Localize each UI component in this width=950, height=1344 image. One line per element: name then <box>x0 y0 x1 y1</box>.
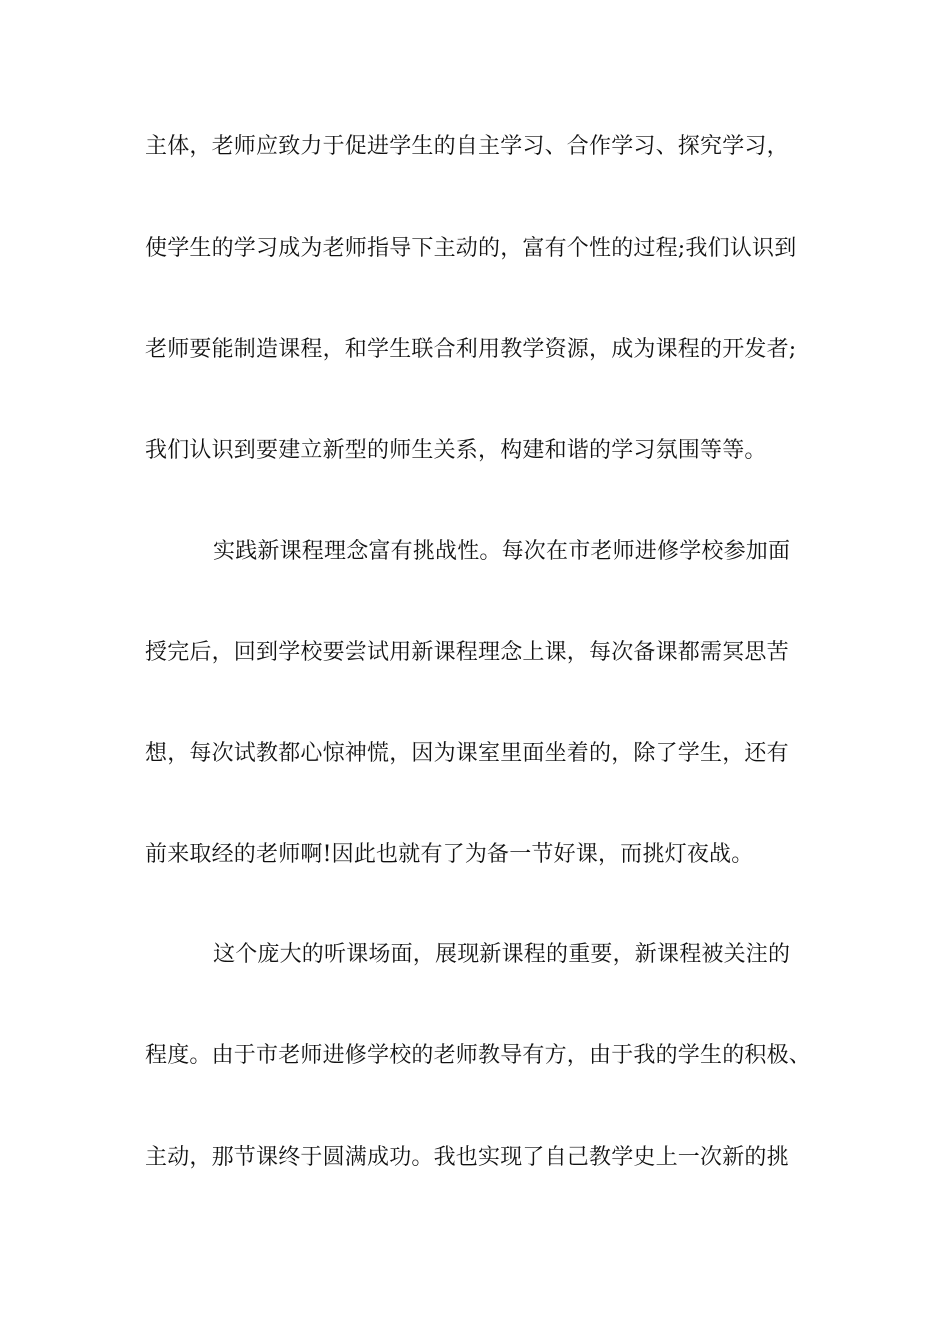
text-line: 我们认识到要建立新型的师生关系，构建和谐的学习氛围等等。 <box>145 438 767 463</box>
text-line: 主体，老师应致力于促进学生的自主学习、合作学习、探究学习， <box>145 134 789 159</box>
text-line: 前来取经的老师啊!因此也就有了为备一节好课，而挑灯夜战。 <box>145 842 754 867</box>
text-line: 想，每次试教都心惊神慌，因为课室里面坐着的，除了学生，还有 <box>145 741 789 766</box>
text-line: 老师要能制造课程，和学生联合利用教学资源，成为课程的开发者; <box>145 337 797 362</box>
paragraph-start-line: 实践新课程理念富有挑战性。每次在市老师进修学校参加面 <box>213 539 791 564</box>
text-line: 程度。由于市老师进修学校的老师教导有方，由于我的学生的积极、 <box>145 1043 812 1068</box>
text-line: 主动，那节课终于圆满成功。我也实现了自己教学史上一次新的挑 <box>145 1145 789 1170</box>
text-line: 使学生的学习成为老师指导下主动的，富有个性的过程;我们认识到 <box>145 236 797 261</box>
text-line: 授完后，回到学校要尝试用新课程理念上课，每次备课都需冥思苦 <box>145 640 789 665</box>
paragraph-start-line: 这个庞大的听课场面，展现新课程的重要，新课程被关注的 <box>213 942 791 967</box>
